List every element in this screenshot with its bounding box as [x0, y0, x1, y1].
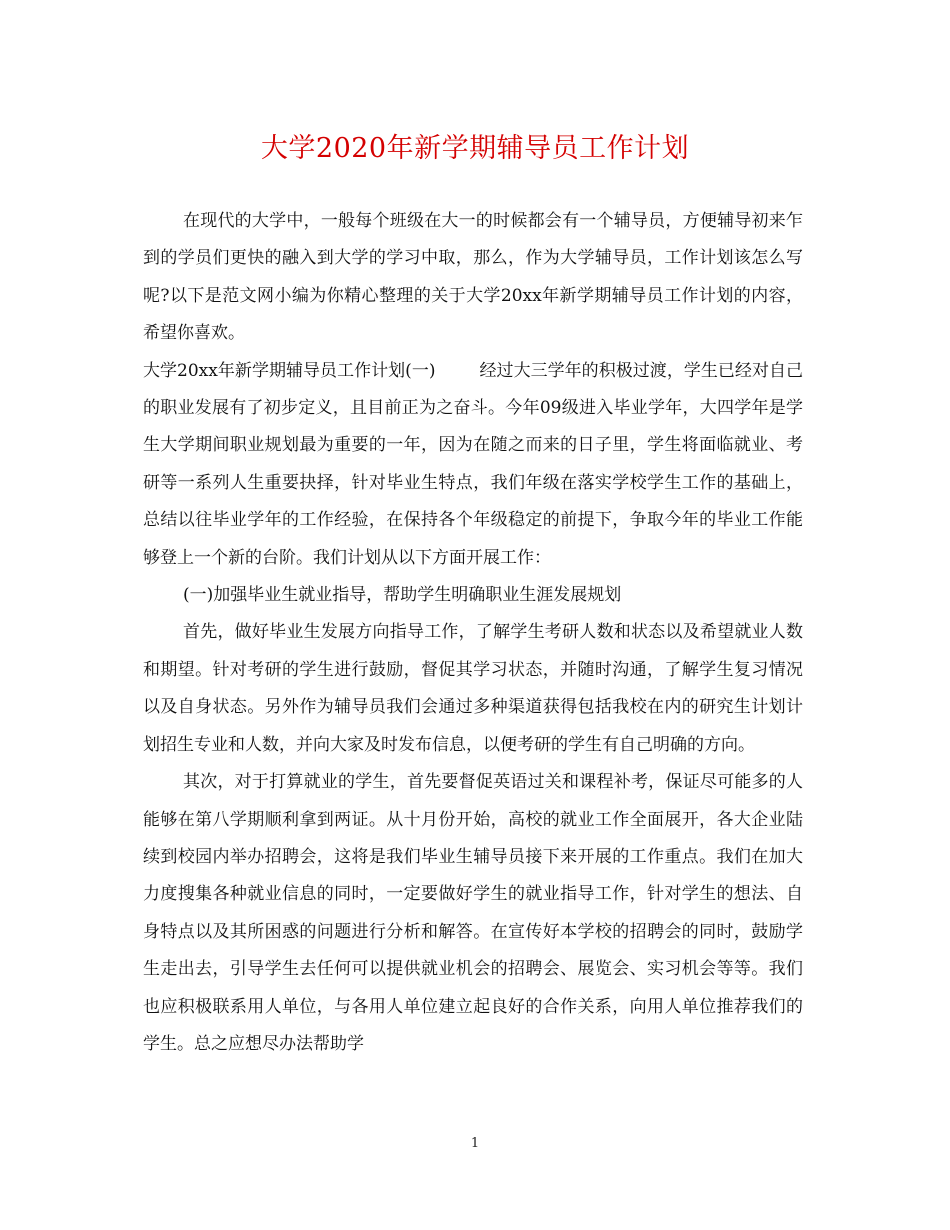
paragraph-first: 首先，做好毕业生发展方向指导工作，了解学生考研人数和状态以及希望就业人数和期望。针对考研的学生进行鼓励，督促其学习状态，并随时沟通，了解学生复习情况以及自身状态。另外作为辅导员我们会通过多种渠道获得包括我校在内的研究生计划计划招生专业和人数，并向大家及时发布信息，以便考研的学生有自己明确的方向。 [143, 622, 803, 755]
document-body [143, 203, 803, 1063]
section-first-text: 经过大三学年的积极过渡，学生已经对自己的职业发展有了初步定义，且目前正为之奋斗。今年09级进入毕业学年，大四学年是学生大学期间职业规划最为重要的一年，因为在随之而来的日子里，学生将面临就业、考研等一系列人生重要抉择，针对毕业生特点，我们年级在落实学校学生工作的基础上，总结以往毕业学年的工作经验，在保持各个年级稳定的前提下，争取今年的毕业工作能够登上一个新的台阶。我们计划从以下方面开展工作： [143, 360, 803, 568]
section-paragraph [143, 353, 803, 577]
section-heading: 大学20xx年新学期辅导员工作计划(一) [143, 360, 436, 381]
subheading: (一)加强毕业生就业指导，帮助学生明确职业生涯发展规划 [183, 585, 622, 606]
page-number: 1 [470, 1136, 480, 1151]
document-title: 大学2020年新学期辅导员工作计划 [260, 133, 690, 164]
paragraph-second: 其次，对于打算就业的学生，首先要督促英语过关和课程补考，保证尽可能多的人能够在第八学期顺利拿到两证。从十月份开始，高校的就业工作全面展开，各大企业陆续到校园内举办招聘会，这将是我们毕业生辅导员接下来开展的工作重点。我们在加大力度搜集各种就业信息的同时，一定要做好学生的就业指导工作，针对学生的想法、自身特点以及其所困惑的问题进行分析和解答。在宣传好本学校的招聘会的同时，鼓励学生走出去，引导学生去任何可以提供就业机会的招聘会、展览会、实习机会等等。我们也应积极联系用人单位，与各用人单位建立起良好的合作关系，向用人单位推荐我们的学生。总之应想尽办法帮助学 [143, 772, 803, 1054]
intro-paragraph: 在现代的大学中，一般每个班级在大一的时候都会有一个辅导员，方便辅导初来乍到的学员们更快的融入到大学的学习中取，那么，作为大学辅导员，工作计划该怎么写呢?以下是范文网小编为你精心整理的关于大学20xx年新学期辅导员工作计划的内容，希望你喜欢。 [143, 211, 803, 344]
